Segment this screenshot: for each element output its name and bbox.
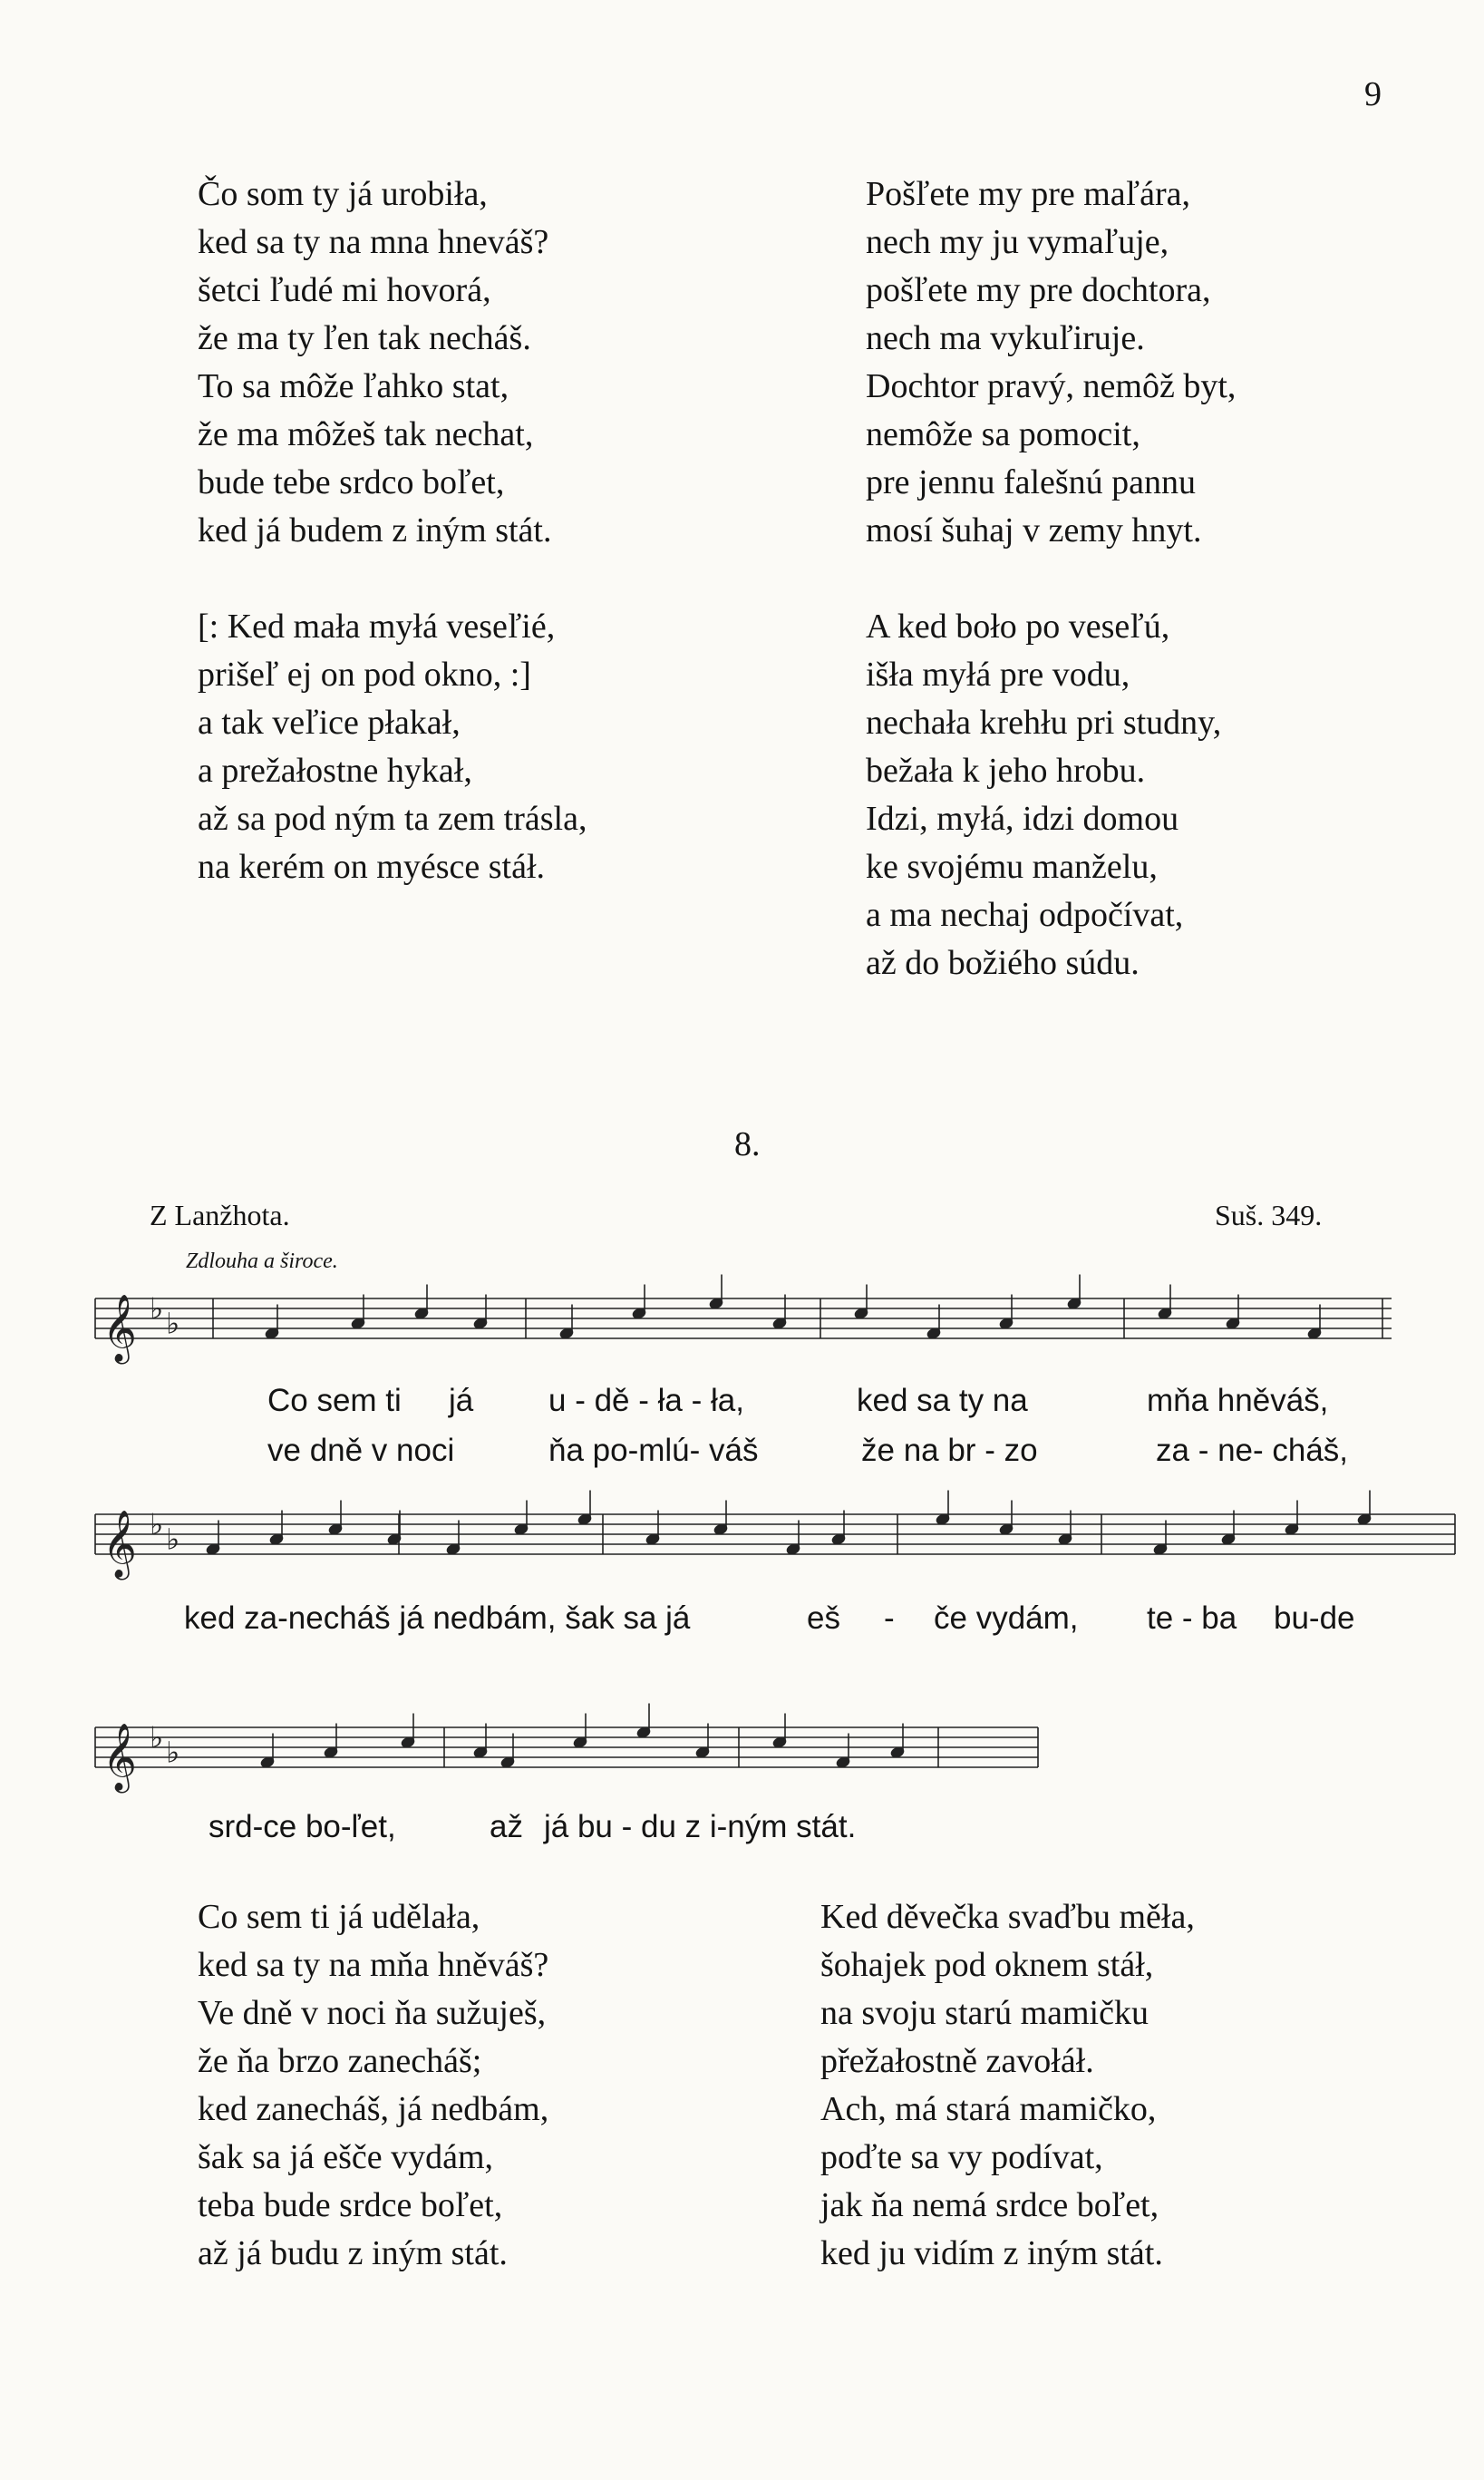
treble-clef-icon: 𝄞 [102, 1511, 137, 1578]
verse-line: ked zanecháš, já nedbám, [198, 2090, 549, 2128]
lyric-s1-l2-b: ňa po-mlú- váš [548, 1433, 759, 1468]
verse-line: Ve dně v noci ňa sužuješ, [198, 1994, 547, 2032]
song-number: 8. [734, 1125, 761, 1163]
verse-line: bude tebe srdco boľet, [198, 463, 505, 501]
lyric-s2-c: - [884, 1600, 895, 1636]
flat-sign-icon: ♭ [150, 1507, 164, 1541]
treble-clef-icon: 𝄞 [102, 1724, 137, 1791]
lyric-s2-d: če vydám, [934, 1600, 1079, 1636]
verse-line: nemôže sa pomocit, [866, 415, 1140, 453]
verse-line: ked sa ty na mňa hněváš? [198, 1946, 549, 1984]
verse-line: a prežałostne hykał, [198, 752, 472, 790]
tempo-marking: Zdlouha a široce. [186, 1250, 338, 1273]
verse-line: Idzi, myłá, idzi domou [866, 800, 1179, 838]
verse-line: a tak veľice płakał, [198, 704, 461, 742]
flat-sign-icon: ♭ [166, 1735, 180, 1770]
verse-line: Co sem ti já udělała, [198, 1898, 480, 1936]
verse-line: bežała k jeho hrobu. [866, 752, 1146, 790]
flat-sign-icon: ♭ [150, 1720, 164, 1755]
verse-line: ked já budem z iným stát. [198, 511, 552, 549]
lyric-s2-f: bu-de [1274, 1600, 1355, 1636]
treble-clef-icon: 𝄞 [102, 1295, 137, 1362]
verse-line: Ked děvečka svaďbu měła, [820, 1898, 1195, 1936]
verse-line: šohajek pod oknem stáł, [820, 1946, 1154, 1984]
lyric-s2-b: eš [807, 1600, 840, 1636]
lyric-s2-e: te - ba [1147, 1600, 1237, 1636]
verse-line: pošľete my pre dochtora, [866, 271, 1211, 309]
verse-line: To sa môže ľahko stat, [198, 367, 509, 405]
verse-line: išła myłá pre vodu, [866, 656, 1130, 694]
verse-line: až já budu z iným stát. [198, 2234, 508, 2272]
verse-line: mosí šuhaj v zemy hnyt. [866, 511, 1202, 549]
lyric-s3-c: já bu - du z i-ným stát. [544, 1809, 857, 1844]
verse-line: ked sa ty na mna hneváš? [198, 223, 549, 261]
verse-line: že ňa brzo zanecháš; [198, 2042, 482, 2080]
verse-line: až sa pod ným ta zem trásla, [198, 800, 587, 838]
verse-line: poďte sa vy podívat, [820, 2138, 1103, 2176]
lyric-s1-l2-d: za - ne- cháš, [1156, 1433, 1349, 1468]
verse-line: že ma ty ľen tak necháš. [198, 319, 531, 357]
lyric-s1-l2-a: ve dně v noci [267, 1433, 455, 1468]
verse-line: že ma môžeš tak nechat, [198, 415, 534, 453]
lyric-s1-l2-c: že na br - zo [861, 1433, 1038, 1468]
verse-line: a ma nechaj odpočívat, [866, 896, 1184, 934]
verse-line: až do božiého súdu. [866, 944, 1140, 982]
verse-line: [: Ked mała myłá veseľié, [198, 608, 556, 646]
verse-line: Ach, má stará mamičko, [820, 2090, 1157, 2128]
verse-line: pre jennu falešnú pannu [866, 463, 1197, 501]
stanza-bottom-left [198, 1893, 548, 2278]
lyric-s1-l1-a: Co sem ti [267, 1383, 402, 1418]
verse-line: Dochtor pravý, nemôž byt, [866, 367, 1237, 405]
verse-line: prišeľ ej on pod okno, :] [198, 656, 531, 694]
verse-line: na kerém on myésce stáł. [198, 848, 546, 886]
verse-line: ke svojému manželu, [866, 848, 1158, 886]
flat-sign-icon: ♭ [150, 1291, 164, 1326]
verse-line: teba bude srdce boľet, [198, 2186, 503, 2224]
verse-line: na svoju starú mamičku [820, 1994, 1149, 2032]
lyric-s1-l1-b: já [449, 1383, 474, 1418]
song-reference: Suš. 349. [1215, 1199, 1323, 1231]
verse-line: šetci ľudé mi hovorá, [198, 271, 491, 309]
lyric-s1-l1-c: u - dě - ła - ła, [548, 1383, 744, 1418]
verse-line: ked ju vidím z iným stát. [820, 2234, 1163, 2272]
lyric-s2-a: ked za-necháš já nedbám, šak sa já [184, 1600, 691, 1636]
lyric-s3-a: srd-ce bo-ľet, [209, 1809, 396, 1844]
verse-line: jak ňa nemá srdce boľet, [820, 2186, 1159, 2224]
verse-line: šak sa já ešče vydám, [198, 2138, 494, 2176]
stanza-bottom-right [820, 1893, 1195, 2278]
lyric-s3-b: až [490, 1809, 523, 1844]
song-origin: Z Lanžhota. [150, 1199, 290, 1231]
lyric-s1-l1-d: ked sa ty na [857, 1383, 1028, 1418]
flat-sign-icon: ♭ [166, 1522, 180, 1557]
verse-line: Pošľete my pre maľára, [866, 175, 1190, 213]
verse-line: nechała krehłu pri studny, [866, 704, 1222, 742]
verse-line: Čo som ty já urobiła, [198, 175, 488, 213]
flat-sign-icon: ♭ [166, 1306, 180, 1341]
page-number: 9 [1364, 75, 1382, 113]
lyric-s1-l1-e: mňa hněváš, [1147, 1383, 1329, 1418]
verse-line: přežałostně zavołáł. [820, 2042, 1094, 2080]
verse-line: A ked bołо po veseľú, [866, 608, 1170, 646]
verse-line: nech ma vykuľiruje. [866, 319, 1145, 357]
verse-line: nech my ju vymaľuje, [866, 223, 1169, 261]
